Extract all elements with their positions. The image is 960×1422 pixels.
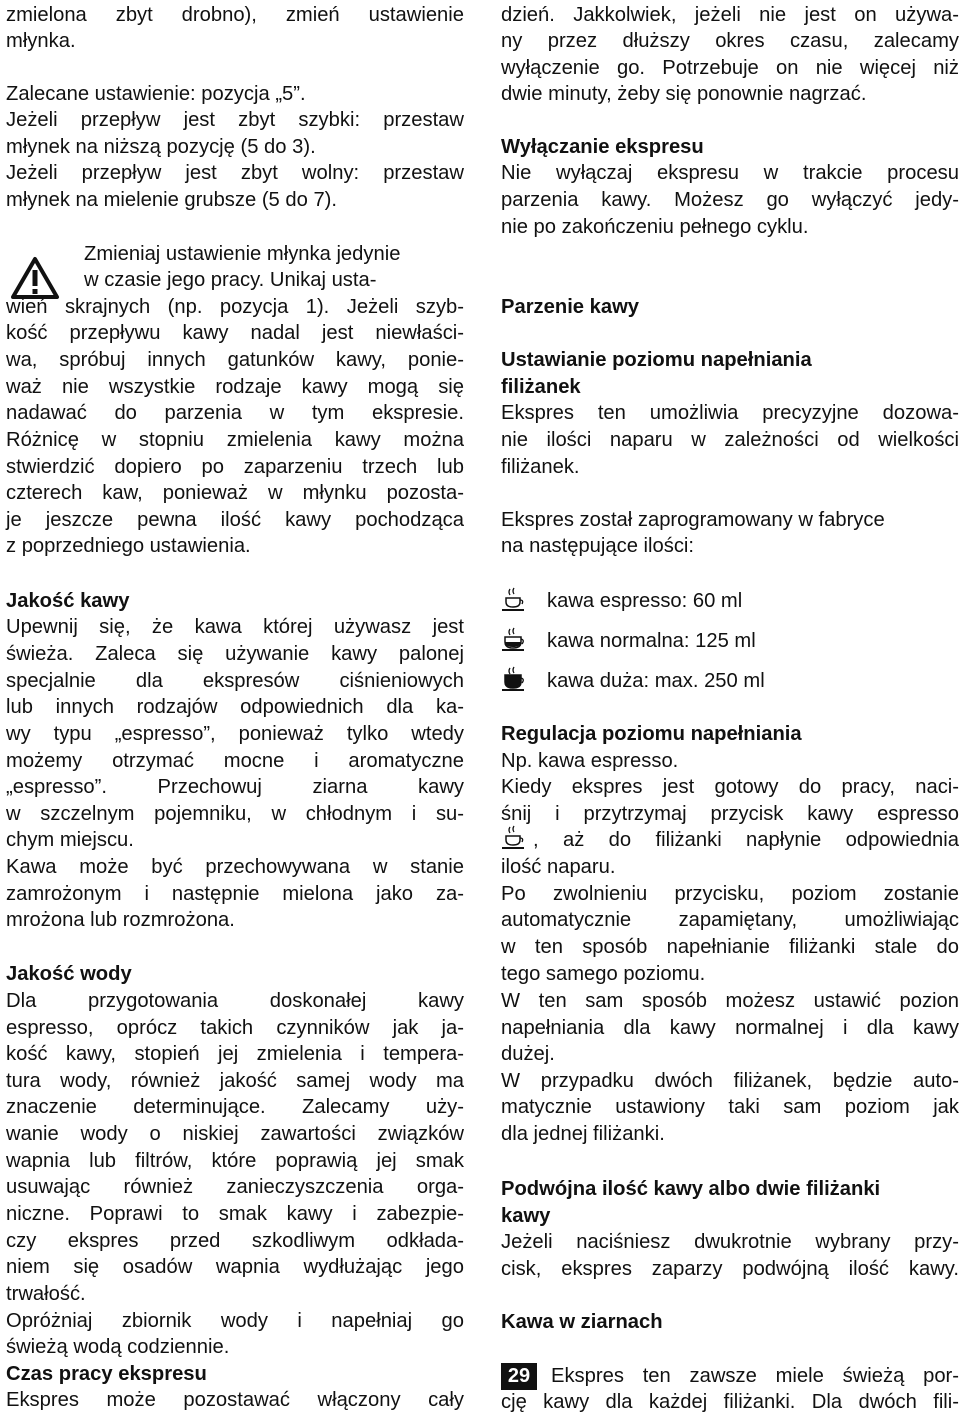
section-heading: Jakość wody bbox=[6, 963, 132, 985]
text-line: dzień. Jakkolwiek, jeżeli nie jest on używa- bbox=[501, 4, 959, 26]
text-line: czterech kaw, ponieważ w młynku pozosta- bbox=[6, 482, 464, 504]
text-line: specjalnie dla ekspresów ciśnieniowych bbox=[6, 670, 464, 692]
espresso-cup-icon bbox=[501, 586, 527, 614]
text-line: wanie wody o niskiej zawartości związków bbox=[6, 1123, 464, 1145]
text-line: W przypadku dwóch filiżanek, będzie auto- bbox=[501, 1070, 959, 1092]
text-line: dużej. bbox=[501, 1043, 555, 1065]
section-heading: filiżanek bbox=[501, 376, 581, 398]
warning-text-line: w czasie jego pracy. Unikaj usta- bbox=[84, 269, 377, 291]
cup-size-label: kawa normalna: 125 ml bbox=[547, 630, 756, 652]
text-line: tego samego poziomu. bbox=[501, 963, 706, 985]
text-line: świeża. Zaleca się używanie kawy palonej bbox=[6, 643, 464, 665]
text-line: , aż do filiżanki napłynie odpowiednia bbox=[533, 829, 959, 851]
text-line: stwierdzić dopiero po zaparzeniu trzech lub bbox=[6, 456, 464, 478]
text-line: znaczenie determinujące. Zalecamy uży- bbox=[6, 1096, 464, 1118]
section-heading: Parzenie kawy bbox=[501, 296, 640, 318]
section-heading: Regulacja poziomu napełniania bbox=[501, 723, 802, 745]
text-line: napełniania dla kawy normalnej i dla kawy bbox=[501, 1017, 959, 1039]
text-line: kość przepływu kawy nadal jest niewłaści- bbox=[6, 322, 464, 344]
cup-size-label: kawa duża: max. 250 ml bbox=[547, 670, 765, 692]
text-line: je jeszcze pewna ilość kawy pochodząca bbox=[6, 509, 464, 531]
section-heading: Podwójna ilość kawy albo dwie filiżanki bbox=[501, 1178, 881, 1200]
text-line: nadawać do parzenia w tym ekspresie. bbox=[6, 402, 464, 424]
text-line: Jeżeli przepływ jest zbyt wolny: przestaw bbox=[6, 162, 464, 184]
text-line: kość kawy, stopień jej zmielenia i tempera- bbox=[6, 1043, 464, 1065]
section-heading: Czas pracy ekspresu bbox=[6, 1363, 207, 1385]
section-heading: Kawa w ziarnach bbox=[501, 1311, 663, 1333]
text-line: Opróżniaj zbiornik wody i napełniaj go bbox=[6, 1310, 464, 1332]
text-line: niem się osadów wapnia wydłużając jego bbox=[6, 1256, 464, 1278]
text-line: dwie minuty, żeby się ponownie nagrzać. bbox=[501, 83, 867, 105]
text-line: wy typu „espresso”, ponieważ tylko wtedy bbox=[6, 723, 464, 745]
text-line: nie ilości naparu w zależności od wielkości bbox=[501, 429, 959, 451]
text-line: tura wody, również jakość samej wody ma bbox=[6, 1070, 464, 1092]
section-heading: Ustawianie poziomu napełniania bbox=[501, 349, 812, 371]
section-heading: kawy bbox=[501, 1205, 551, 1227]
text-line: „espresso”. Przechowuj ziarna kawy bbox=[6, 776, 464, 798]
text-line: Po zwolnieniu przycisku, poziom zostanie bbox=[501, 883, 959, 905]
text-line: śnij i przytrzymaj przycisk kawy espresso bbox=[501, 803, 959, 825]
text-line: z poprzedniego ustawienia. bbox=[6, 535, 251, 557]
text-line: w ten sposób napełnianie filiżanki stale do bbox=[501, 936, 959, 958]
text-line: wyłączenie go. Potrzebuje on nie więcej niż bbox=[501, 57, 959, 79]
text-line: matycznie ustawiony taki sam poziom jak bbox=[501, 1096, 959, 1118]
text-line: nie po zakończeniu pełnego cyklu. bbox=[501, 216, 809, 238]
espresso-cup-icon bbox=[501, 824, 527, 852]
text-line: automatycznie zapamiętany, umożliwiając bbox=[501, 909, 959, 931]
text-line: młynek na mielenie grubsze (5 do 7). bbox=[6, 189, 338, 211]
text-line: wapnia lub filtrów, które poprawią jej smak bbox=[6, 1150, 464, 1172]
text-line: Ekspres ten umożliwia precyzyjne dozowa- bbox=[501, 402, 959, 424]
text-line: Różnicę w stopniu zmielenia kawy można bbox=[6, 429, 464, 451]
text-line: Jeżeli naciśniesz dwukrotnie wybrany przy- bbox=[501, 1231, 959, 1253]
text-line: lub innych rodzajów odpowiednich dla ka- bbox=[6, 696, 464, 718]
cup-size-label: kawa espresso: 60 ml bbox=[547, 590, 743, 612]
text-line: parzenia kawy. Możesz go wyłączyć jedy- bbox=[501, 189, 959, 211]
text-line: ny przez dłuższy okres czasu, zalecamy bbox=[501, 30, 959, 52]
warning-text-line: Zmieniaj ustawienie młynka jedynie bbox=[84, 243, 401, 265]
text-line: Jeżeli przepływ jest zbyt szybki: przestaw bbox=[6, 109, 464, 131]
text-line: Kiedy ekspres jest gotowy do pracy, naci- bbox=[501, 776, 959, 798]
text-line: usuwając również zanieczyszczenia orga- bbox=[6, 1176, 464, 1198]
text-line: espresso, oprócz takich czynników jak ja- bbox=[6, 1017, 464, 1039]
text-line: możemy otrzymać mocne i aromatyczne bbox=[6, 750, 464, 772]
text-line: Dla przygotowania doskonałej kawy bbox=[6, 990, 464, 1012]
text-line: dla jednej filiżanki. bbox=[501, 1123, 665, 1145]
text-line: cisk, ekspres zaparzy podwójną ilość kawy. bbox=[501, 1258, 959, 1280]
text-line: mrożona lub rozmrożona. bbox=[6, 909, 235, 931]
text-line: trwałość. bbox=[6, 1283, 86, 1305]
text-line: Ekspres ten zawsze miele świeżą por- bbox=[551, 1365, 959, 1387]
section-heading: Jakość kawy bbox=[6, 590, 130, 612]
text-line: zamrożonym i następnie mielona jako za- bbox=[6, 883, 464, 905]
text-line: Ekspres może pozostawać włączony cały bbox=[6, 1389, 464, 1411]
text-line: niczne. Poprawi to smak kawy i zabezpie- bbox=[6, 1203, 464, 1225]
normal-cup-icon bbox=[501, 626, 527, 654]
text-line: młynek na niższą pozycję (5 do 3). bbox=[6, 136, 316, 158]
text-line: wień skrajnych (np. pozycja 1). Jeżeli szyb- bbox=[6, 296, 464, 318]
section-heading: Wyłączanie ekspresu bbox=[501, 136, 704, 158]
text-line: Kawa może być przechowywana w stanie bbox=[6, 856, 464, 878]
page-number-badge: 29 bbox=[501, 1363, 537, 1390]
text-line: wa, spróbuj innych gatunków kawy, ponie- bbox=[6, 349, 464, 371]
text-line: na następujące ilości: bbox=[501, 535, 695, 557]
text-line: Upewnij się, że kawa której używasz jest bbox=[6, 616, 464, 638]
text-line: młynka. bbox=[6, 30, 76, 52]
text-line: Zalecane ustawienie: pozycja „5”. bbox=[6, 83, 306, 105]
text-line: świeżą wodą codziennie. bbox=[6, 1336, 230, 1358]
text-line: chym miejscu. bbox=[6, 829, 134, 851]
text-line: czy ekspres przed szkodliwym odkłada- bbox=[6, 1230, 464, 1252]
large-cup-icon bbox=[501, 666, 527, 694]
text-line: ilość naparu. bbox=[501, 856, 616, 878]
text-line: Nie wyłączaj ekspresu w trakcie procesu bbox=[501, 162, 959, 184]
text-line: zmielona zbyt drobno), zmień ustawienie bbox=[6, 4, 464, 26]
text-line: filiżanek. bbox=[501, 456, 580, 478]
text-line: cję kawy dla każdej filiżanki. Dla dwóch fili- bbox=[501, 1391, 959, 1413]
text-line: waż nie wszystkie rodzaje kawy mogą się bbox=[6, 376, 464, 398]
text-line: Ekspres został zaprogramowany w fabryce bbox=[501, 509, 885, 531]
text-line: w szczelnym pojemniku, w chłodnym i su- bbox=[6, 803, 464, 825]
text-line: Np. kawa espresso. bbox=[501, 750, 679, 772]
text-line: W ten sam sposób możesz ustawić pozion bbox=[501, 990, 959, 1012]
